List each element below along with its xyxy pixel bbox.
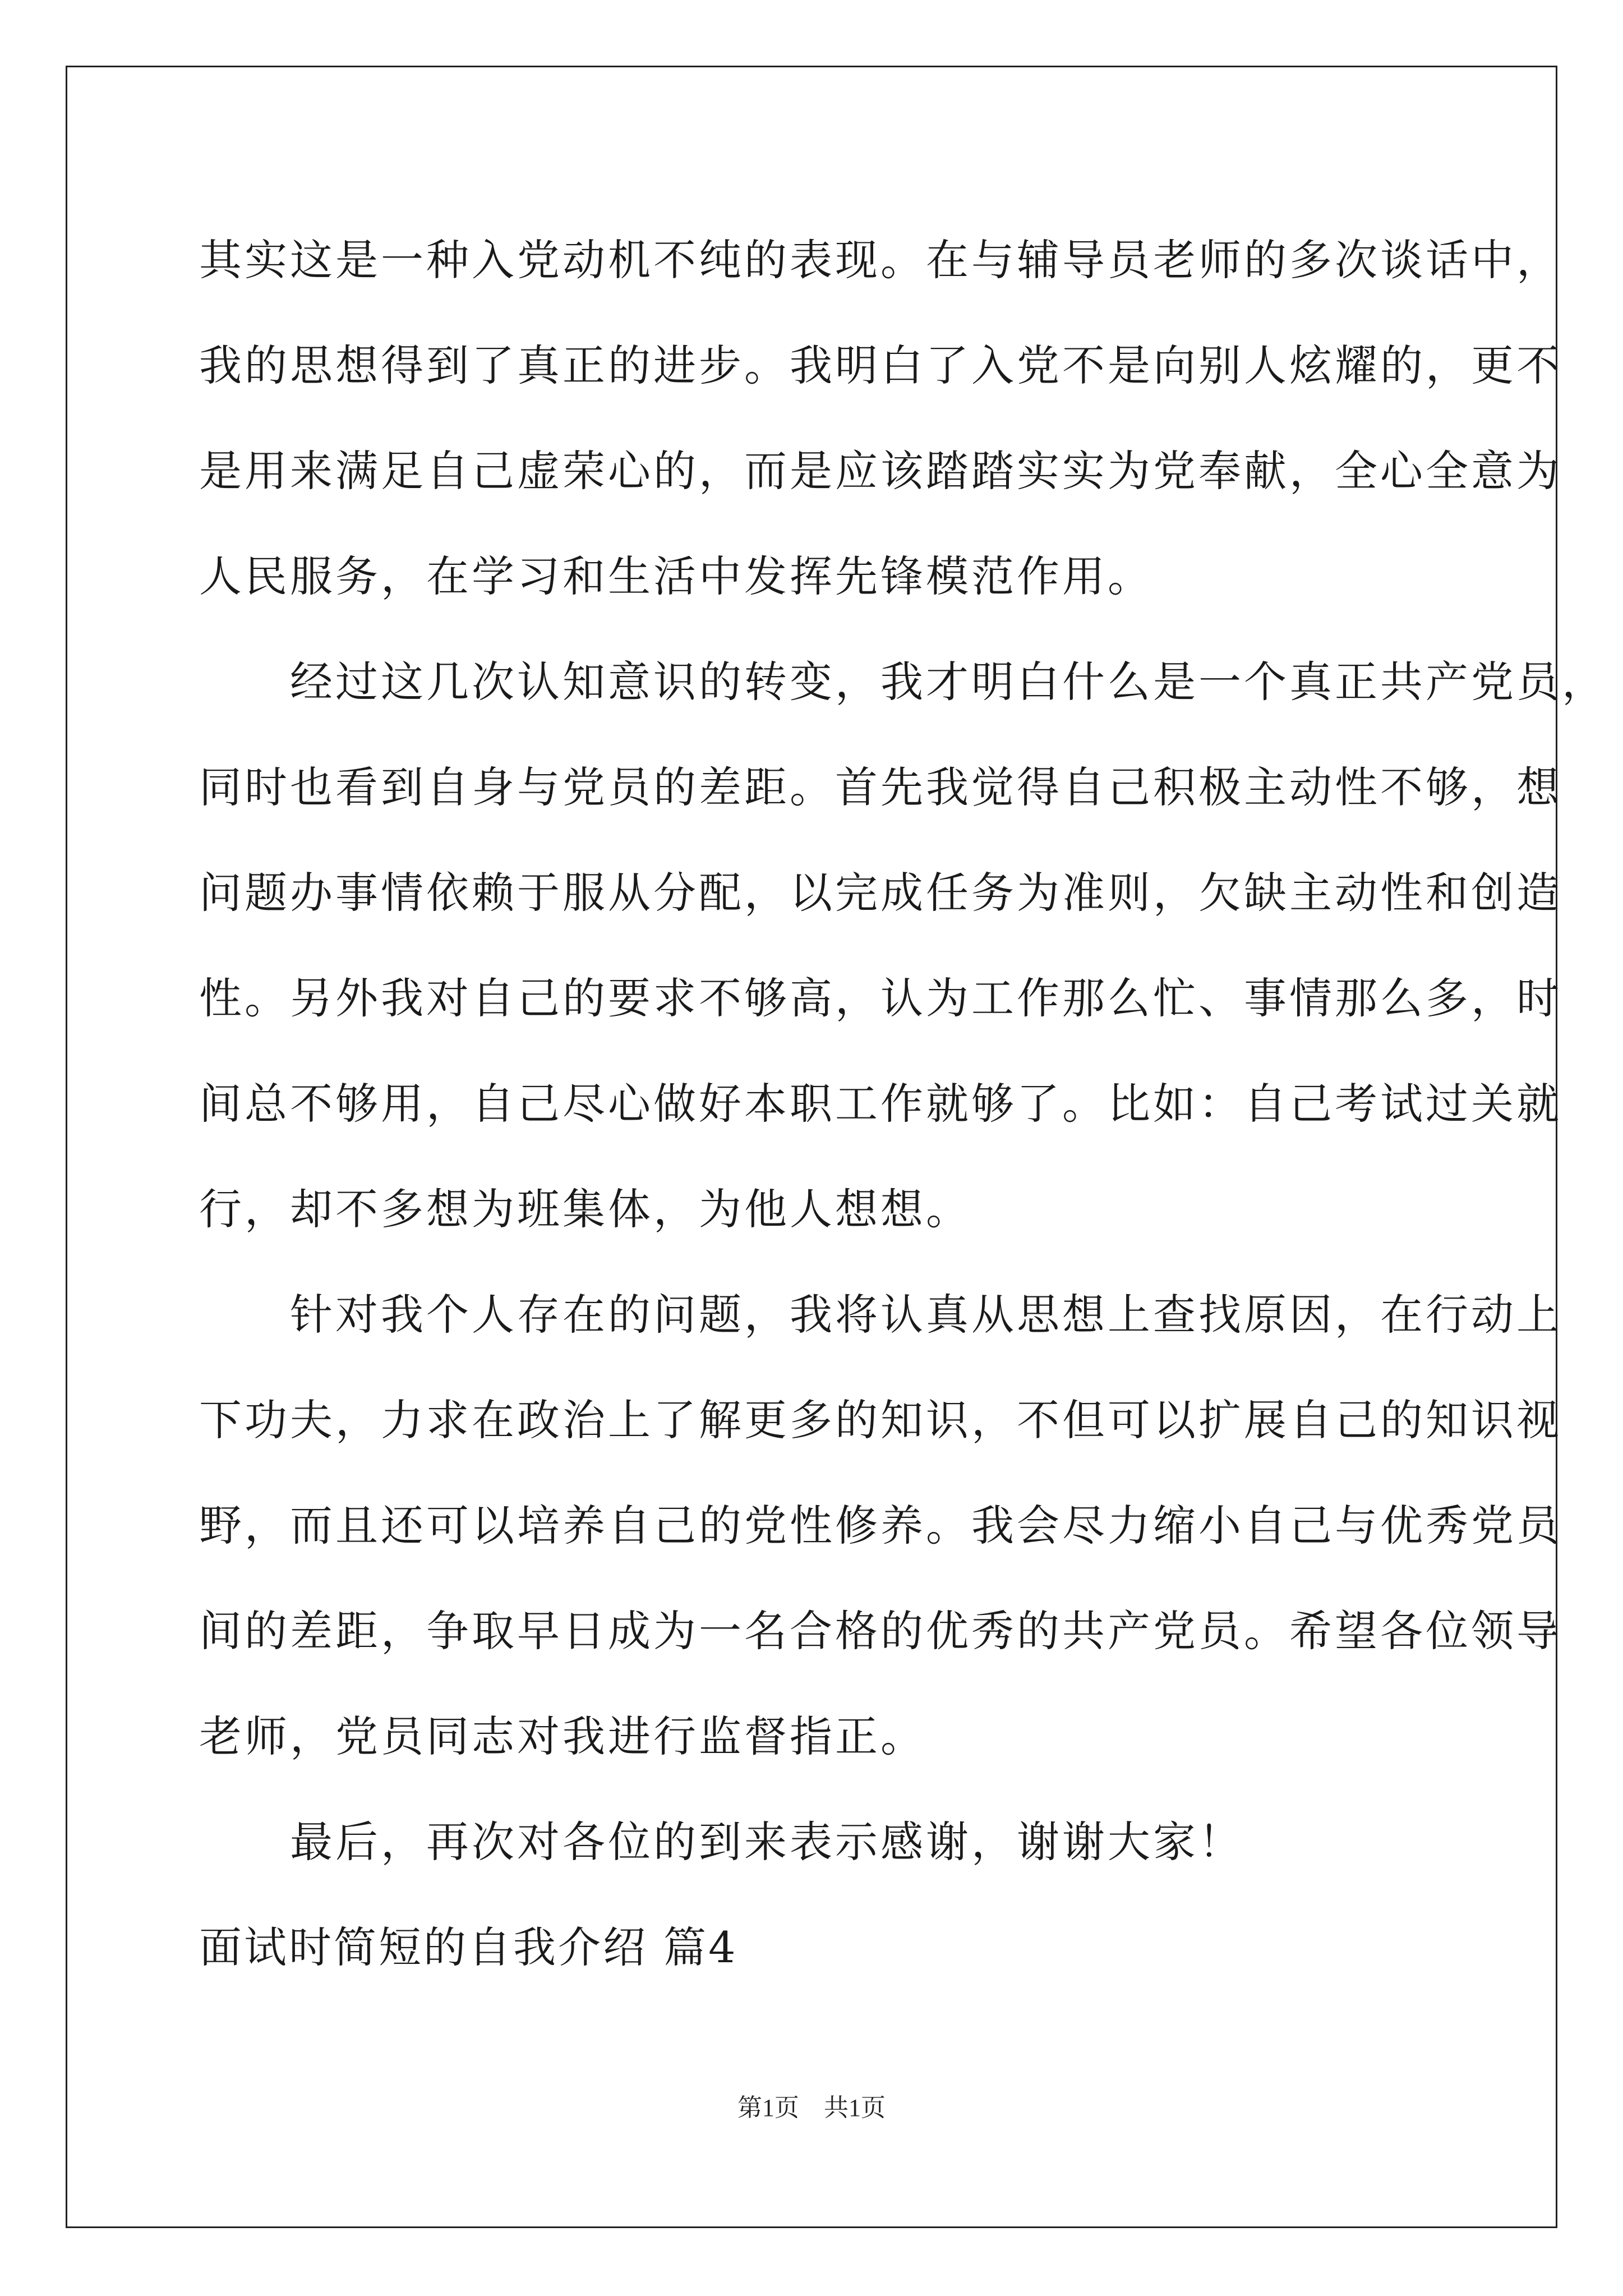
body-line: 性。另外我对自己的要求不够高，认为工作那么忙、事情那么多，时: [199, 973, 1562, 1023]
body-line: 最后，再次对各位的到来表示感谢，谢谢大家！: [199, 1817, 1244, 1867]
body-line: 人民服务，在学习和生活中发挥先锋模范作用。: [199, 551, 1153, 601]
body-line: 其实这是一种入党动机不纯的表现。在与辅导员老师的多次谈话中，: [199, 235, 1562, 285]
body-line: 是用来满足自己虚荣心的，而是应该踏踏实实为党奉献，全心全意为: [199, 446, 1562, 496]
body-line: 老师，党员同志对我进行监督指正。: [199, 1711, 926, 1761]
body-line: 针对我个人存在的问题，我将认真从思想上查找原因，在行动上: [199, 1290, 1562, 1340]
body-line: 行，却不多想为班集体，为他人想想。: [199, 1184, 971, 1234]
section-heading: 面试时简短的自我介绍 篇4: [199, 1922, 738, 1972]
document-body: [199, 208, 1607, 2000]
body-line: 间总不够用，自己尽心做好本职工作就够了。比如：自己考试过关就: [199, 1079, 1562, 1129]
body-line: 同时也看到自身与党员的差距。首先我觉得自己积极主动性不够，想: [199, 762, 1562, 812]
body-line: 野，而且还可以培养自己的党性修养。我会尽力缩小自己与优秀党员: [199, 1501, 1562, 1550]
body-line: 我的思想得到了真正的进步。我明白了入党不是向别人炫耀的，更不: [199, 341, 1562, 390]
body-line: 经过这几次认知意识的转变，我才明白什么是一个真正共产党员，: [199, 657, 1607, 707]
body-line: 下功夫，力求在政治上了解更多的知识，不但可以扩展自己的知识视: [199, 1395, 1562, 1445]
body-line: 问题办事情依赖于服从分配，以完成任务为准则，欠缺主动性和创造: [199, 868, 1562, 918]
body-line: 间的差距，争取早日成为一名合格的优秀的共产党员。希望各位领导: [199, 1606, 1562, 1656]
page-number-label: 第1页 共1页: [737, 2094, 886, 2122]
page-footer: [0, 2091, 1623, 2125]
